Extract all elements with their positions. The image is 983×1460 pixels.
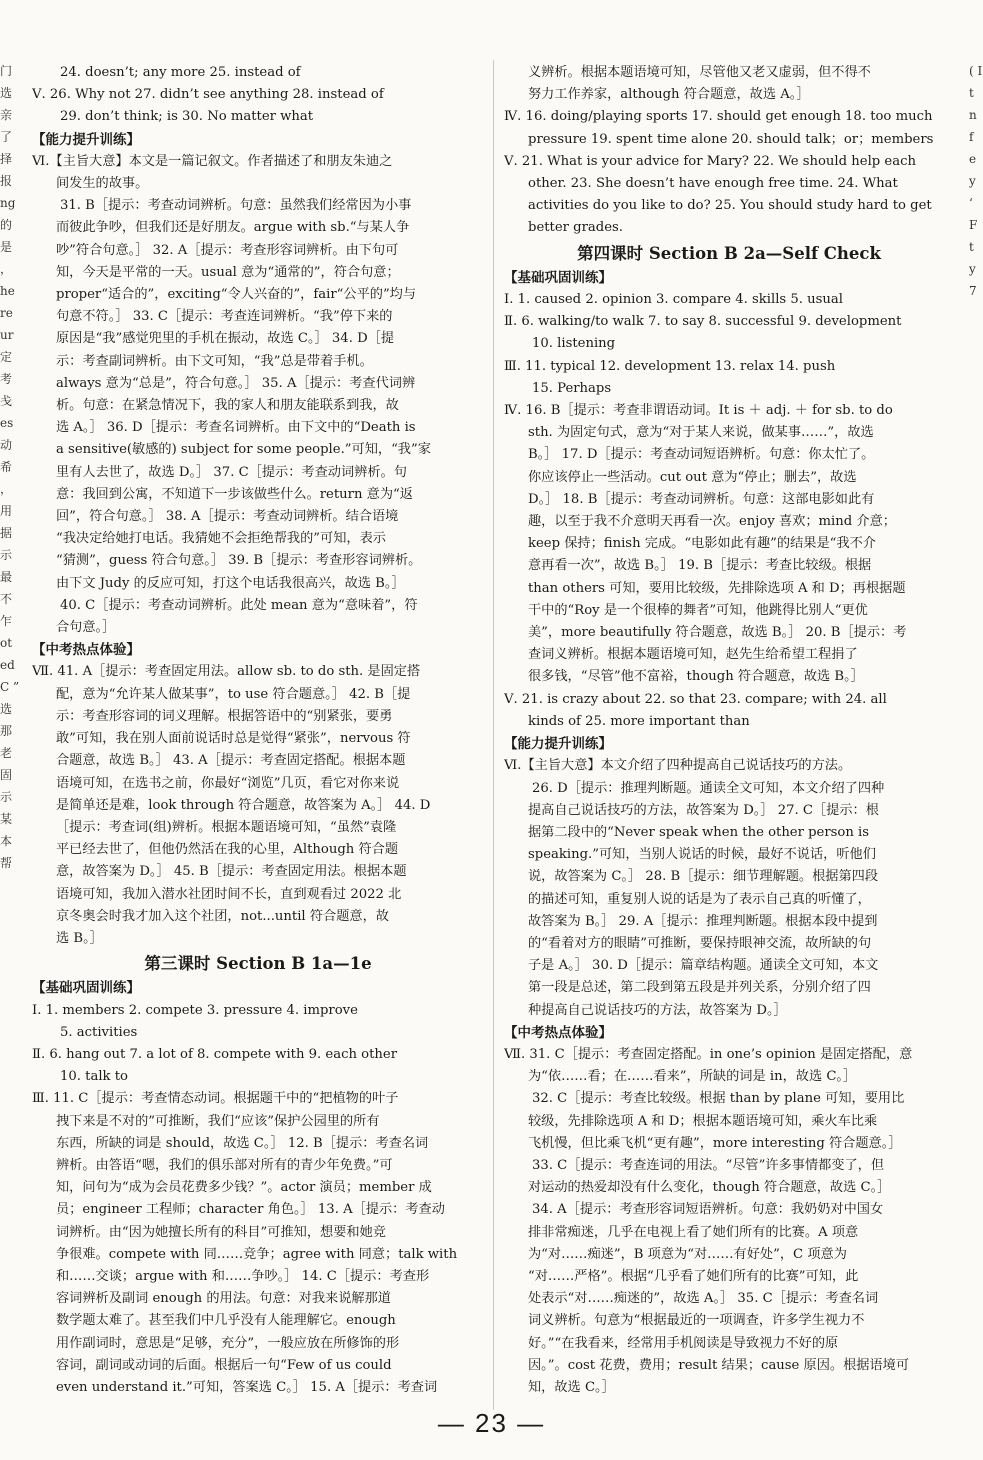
continuation-line: 较级，先排除选项 A 和 D；根据本题语境可知，乘火车比乘 bbox=[528, 1113, 878, 1129]
continuation-line: 选 A。］ 36. D［提示：考查名词辨析。由下文中的“Death is bbox=[56, 420, 416, 436]
left-edge-text: 门 选 亲 了 择 报 ng 的 是 ， he re ur 定 考 戋 es 动 希 ， 用 据 示 最 不 乍 ot ed C ” 选 那 老 固 示 某 本 帮 bbox=[0, 64, 20, 870]
numbered-item-line: Ⅶ. 31. C［提示：考查固定搭配。in one’s opinion 是固定搭配，意 bbox=[504, 1046, 913, 1062]
numbered-item-line: Ⅳ. 16. doing/playing sports 17. should get enough 18. too much bbox=[504, 109, 933, 125]
continuation-line: even understand it.”可知，答案选 C。］ 15. A［提示：考查词 bbox=[56, 1379, 438, 1395]
numbered-item-line: Ⅴ. 21. What is your advice for Mary? 22. We should help each bbox=[504, 153, 916, 169]
continuation-line: 为“依……看；在……看来”，所缺的词是 in，故选 C。］ bbox=[528, 1069, 857, 1085]
continuation-line: kinds of 25. more important than bbox=[528, 713, 750, 729]
numbered-item-line: Ⅵ.【主旨大意】本文介绍了四种提高自己说话技巧的方法。 bbox=[504, 758, 852, 774]
section-heading: 【基础巩固训练】 bbox=[32, 980, 140, 997]
numbered-item-line: Ⅱ. 6. hang out 7. a lot of 8. compete with 9. each other bbox=[32, 1046, 398, 1062]
continuation-line: 查词义辨析。根据本题语境可知，赵先生给希望工程捐了 bbox=[528, 647, 858, 663]
continuation-line: 好。”“在我看来，经常用手机阅读是导致视力不好的原 bbox=[528, 1335, 839, 1351]
numbered-item-line: Ⅴ. 21. is crazy about 22. so that 23. compare; with 24. all bbox=[504, 691, 887, 707]
continuation-line: 京冬奥会时我才加入这个社团，not...until 符合题意，故 bbox=[56, 908, 389, 924]
continuation-line: 意再看一次”，故选 B。］ 19. B［提示：考查比较级。根据 bbox=[528, 558, 872, 574]
continuation-line: 意，故答案为 D。］ 45. B［提示：考查固定用法。根据本题 bbox=[56, 864, 407, 880]
numbered-item-line: Ⅳ. 16. B［提示：考查非谓语动词。It is ＋ adj. ＋ for sb. to do bbox=[504, 403, 893, 419]
continuation-line: 而彼此争吵，但我们还是好朋友。argue with sb.“与某人争 bbox=[56, 220, 410, 236]
right-edge-text: ( I t n f e y ‘ F t y 7 bbox=[969, 64, 983, 298]
continuation-line: speaking.”可知，当别人说话的时候，最好不说话，听他们 bbox=[528, 847, 876, 863]
answer-line: 10. listening bbox=[532, 336, 616, 352]
continuation-line: 的“看着对方的眼睛”可推断，要保持眼神交流，故所缺的句 bbox=[528, 935, 872, 951]
continuation-line: 你应该停止一些活动。cut out 意为“停止；删去”，故选 bbox=[528, 469, 857, 485]
continuation-line: 容词，副词或动词的后面。根据后一句“Few of us could bbox=[56, 1357, 392, 1373]
numbered-item-line: Ⅴ. 26. Why not 27. didn’t see anything 28. instead of bbox=[32, 87, 384, 103]
answer-line: 33. C［提示：考查连词的用法。“尽管”许多事情都变了，但 bbox=[532, 1157, 885, 1173]
answer-line: 32. C［提示：考查比较级。根据 than by plane 可知，要用比 bbox=[532, 1091, 905, 1107]
continuation-line: 趣，以至于我不介意明天再看一次。enjoy 喜欢；mind 介意； bbox=[528, 514, 896, 530]
continuation-line: 说，故答案为 C。］ 28. B［提示：细节理解题。根据第四段 bbox=[528, 869, 879, 885]
continuation-line: 回”，符合句意。］ 38. A［提示：考查动词辨析。结合语境 bbox=[56, 509, 399, 525]
continuation-line: 据第二段中的“Never speak when the other person is bbox=[528, 824, 870, 840]
section-heading: 【中考热点体验】 bbox=[32, 642, 140, 659]
answer-line: 24. doesn’t; any more 25. instead of bbox=[60, 65, 301, 80]
continuation-line: 原因是“我”感觉兜里的手机在振动，故选 C。］ 34. D［提 bbox=[56, 331, 395, 347]
continuation-line: 义辨析。根据本题语境可知，尽管他又老又虚弱，但不得不 bbox=[528, 65, 871, 80]
continuation-line: 种提高自己说话技巧的方法，故答案为 D。］ bbox=[528, 1002, 787, 1018]
section-heading: 【中考热点体验】 bbox=[504, 1024, 612, 1041]
continuation-line: 飞机慢，但比乘飞机“更有趣”，more interesting 符合题意。］ bbox=[528, 1135, 902, 1151]
continuation-line: 合题意，故选 B。］ 43. A［提示：考查固定搭配。根据本题 bbox=[56, 753, 406, 769]
continuation-line: 为“对……痴迷”，B 项意为“对……有好处”，C 项意为 bbox=[528, 1246, 847, 1262]
answer-line: 31. B［提示：考查动词辨析。句意：虽然我们经常因为小事 bbox=[60, 198, 412, 214]
numbered-item-line: Ⅱ. 6. walking/to walk 7. to say 8. successful 9. development bbox=[504, 314, 902, 330]
continuation-line: 间发生的故事。 bbox=[56, 176, 149, 192]
continuation-line: keep 保持；finish 完成。“电影如此有趣”的结果是“我不介 bbox=[528, 536, 876, 552]
continuation-line: 析。句意：在紧急情况下，我的家人和朋友能联系到我，故 bbox=[56, 398, 399, 414]
answer-line: 26. D［提示：推理判断题。通读全文可知，本文介绍了四种 bbox=[532, 780, 885, 796]
continuation-line: D。］ 18. B［提示：考查动词辨析。句意：这部电影如此有 bbox=[528, 491, 875, 507]
continuation-line: 努力工作养家，although 符合题意，故选 A。］ bbox=[528, 87, 810, 103]
section-heading: 【能力提升训练】 bbox=[32, 131, 140, 148]
continuation-line: 合句意。］ bbox=[56, 620, 116, 636]
continuation-line: 由下文 Judy 的反应可知，打这个电话我很高兴，故选 B。］ bbox=[56, 575, 405, 591]
numbered-item-line: Ⅰ. 1. members 2. compete 3. pressure 4. improve bbox=[32, 1002, 358, 1018]
continuation-line: 敢”可知，我在别人面前说话时总是觉得“紧张”，nervous 符 bbox=[56, 731, 411, 747]
continuation-line: 知，问句为“成为会员花费多少钱？”。actor 演员；member 成 bbox=[56, 1180, 432, 1196]
continuation-line: 员；engineer 工程师；character 角色。］ 13. A［提示：考查动 bbox=[56, 1202, 445, 1218]
continuation-line: 词辨析。由“因为她擅长所有的科目”可推知，想要和她竞 bbox=[56, 1224, 386, 1240]
continuation-line: better grades. bbox=[528, 220, 623, 236]
continuation-line: 平已经去世了，但他仍然活在我的心里，Although 符合题 bbox=[56, 842, 399, 858]
continuation-line: 句意不符。］ 33. C［提示：考查连词辨析。“我”停下来的 bbox=[56, 309, 393, 325]
answer-line: 5. activities bbox=[60, 1024, 138, 1040]
continuation-line: 知，今天是平常的一天。usual 意为“通常的”，符合句意； bbox=[56, 264, 400, 280]
continuation-line: 第一段是总述，第二段到第五段是并列关系，分别介绍了四 bbox=[528, 980, 871, 996]
continuation-line: 处表示“对……痴迷的”，故选 A。］ 35. C［提示：考查名词 bbox=[528, 1291, 879, 1307]
column-divider bbox=[493, 60, 494, 1410]
continuation-line: 配，意为“允许某人做某事”，to use 符合题意。］ 42. B［提 bbox=[56, 686, 411, 702]
continuation-line: 子是 A。］ 30. D［提示：篇章结构题。通读全文可知，本文 bbox=[528, 958, 879, 974]
continuation-line: 故答案为 B。］ 29. A［提示：推理判断题。根据本段中提到 bbox=[528, 913, 878, 929]
numbered-item-line: Ⅵ.【主旨大意】本文是一篇记叙文。作者描述了和朋友朱迪之 bbox=[32, 153, 393, 169]
continuation-line: “我决定给她打电话。我猜她不会拒绝帮我的”可知，表示 bbox=[56, 531, 386, 547]
numbered-item-line: Ⅰ. 1. caused 2. opinion 3. compare 4. skills 5. usual bbox=[504, 292, 843, 308]
continuation-line: 语境可知，在选书之前，你最好“浏览”几页，看它对你来说 bbox=[56, 775, 400, 791]
continuation-line: 排非常痴迷，几乎在电视上看了她们所有的比赛。A 项意 bbox=[528, 1224, 859, 1240]
continuation-line: “猜测”，guess 符合句意。］ 39. B［提示：考查形容词辨析。 bbox=[56, 553, 422, 569]
continuation-line: ［提示：考查词(组)辨析。根据本题语境可知，“虽然”袁隆 bbox=[56, 819, 397, 835]
answer-line: 29. don’t think; is 30. No matter what bbox=[60, 109, 314, 125]
continuation-line: proper“适合的”，exciting“令人兴奋的”，fair“公平的”均与 bbox=[56, 287, 417, 303]
section-heading: 【能力提升训练】 bbox=[504, 736, 612, 753]
continuation-line: 意：我回到公寓，不知道下一步该做些什么。return 意为“返 bbox=[56, 486, 413, 502]
continuation-line: 用作副词时，意思是“足够，充分”，一般应放在所修饰的形 bbox=[56, 1335, 400, 1351]
continuation-line: 拽下来是不对的”可推断，我们“应该”保护公园里的所有 bbox=[56, 1113, 380, 1129]
continuation-line: pressure 19. spent time alone 20. should talk；or；members bbox=[528, 131, 934, 147]
continuation-line: “对……严格”。根据“几乎看了她们所有的比赛”可知，此 bbox=[528, 1268, 859, 1284]
continuation-line: 因。”。cost 花费，费用；result 结果；cause 原因。根据语境可 bbox=[528, 1357, 910, 1373]
continuation-line: 很多钱，“尽管”他不富裕，though 符合题意，故选 B。］ bbox=[528, 669, 864, 685]
continuation-line: activities do you like to do? 25. You should study hard to get bbox=[528, 198, 932, 214]
section-heading: 【基础巩固训练】 bbox=[504, 269, 612, 286]
answer-line: 15. Perhaps bbox=[532, 380, 612, 396]
numbered-item-line: Ⅲ. 11. C［提示：考查情态动词。根据题干中的“把植物的叶子 bbox=[32, 1091, 399, 1107]
continuation-line: 干中的“Roy 是一个很棒的舞者”可知，他跳得比别人“更优 bbox=[528, 602, 868, 618]
continuation-line: 是简单还是难，look through 符合题意，故答案为 A。］ 44. D bbox=[56, 797, 431, 813]
continuation-line: 争很难。compete with 同……竞争；agree with 同意；talk with bbox=[56, 1246, 458, 1262]
continuation-line: 吵”符合句意。］ 32. A［提示：考查形容词辨析。由下句可 bbox=[56, 242, 399, 258]
numbered-item-line: Ⅶ. 41. A［提示：考查固定用法。allow sb. to do sth. 是固定搭 bbox=[32, 664, 421, 680]
continuation-line: 示：考查形容词的词义理解。根据答语中的“别紧张，要勇 bbox=[56, 708, 393, 724]
lesson-title: 第四课时 Section B 2a—Self Check bbox=[577, 243, 881, 263]
continuation-line: 东西，所缺的词是 should，故选 C。］ 12. B［提示：考查名词 bbox=[56, 1135, 429, 1151]
continuation-line: than others 可知，要用比较级，先排除选项 A 和 D；再根据题 bbox=[528, 580, 906, 596]
lesson-title: 第三课时 Section B 1a—1e bbox=[144, 954, 372, 974]
continuation-line: 词义辨析。句意为“根据最近的一项调查，许多学生视力不 bbox=[528, 1313, 865, 1329]
continuation-line: 和……交谈；argue with 和……争吵。］ 14. C［提示：考查形 bbox=[56, 1268, 430, 1284]
answer-line: 34. A［提示：考查形容词短语辨析。句意：我奶奶对中国女 bbox=[532, 1202, 884, 1218]
continuation-line: 知，故选 C。］ bbox=[528, 1379, 615, 1395]
continuation-line: 的描述可知，重复别人说的话是为了表示自己真的听懂了， bbox=[528, 891, 871, 907]
continuation-line: 里有人去世了，故选 D。］ 37. C［提示：考查动词辨析。句 bbox=[56, 464, 407, 480]
left-column bbox=[32, 62, 484, 1412]
continuation-line: 辨析。由答语“嗯，我们的俱乐部对所有的青少年免费。”可 bbox=[56, 1157, 393, 1173]
page-number: — 23 — bbox=[437, 1408, 546, 1438]
continuation-line: 提高自己说话技巧的方法，故答案为 D。］ 27. C［提示：根 bbox=[528, 802, 879, 818]
continuation-line: 数学题太难了。甚至我们中几乎没有人能理解它。enough bbox=[56, 1313, 396, 1329]
continuation-line: 示：考查副词辨析。由下文可知，“我”总是带着手机。 bbox=[56, 353, 373, 369]
continuation-line: other. 23. She doesn’t have enough free time. 24. What bbox=[528, 176, 898, 192]
continuation-line: 语境可知，我加入潜水社团时间不长，直到观看过 2022 北 bbox=[56, 886, 402, 902]
continuation-line: 容词辨析及副词 enough 的用法。句意：对我来说解那道 bbox=[56, 1291, 391, 1307]
continuation-line: 美”，more beautifully 符合题意，故选 B。］ 20. B［提示：考 bbox=[528, 625, 907, 641]
right-column bbox=[504, 62, 954, 1412]
continuation-line: a sensitive(敏感的) subject for some people.”可知，“我”家 bbox=[56, 442, 431, 458]
continuation-line: B。］ 17. D［提示：考查动词短语辨析。句意：你太忙了。 bbox=[528, 447, 875, 463]
continuation-line: sth. 为固定句式，意为“对于某人来说，做某事……”，故选 bbox=[528, 425, 874, 441]
continuation-line: 对运动的热爱却没有什么变化，though 符合题意，故选 C。］ bbox=[528, 1180, 891, 1196]
continuation-line: always 意为“总是”，符合句意。］ 35. A［提示：考查代词辨 bbox=[56, 375, 416, 391]
answer-line: 40. C［提示：考查动词辨析。此处 mean 意为“意味着”，符 bbox=[60, 597, 418, 613]
answer-line: 10. talk to bbox=[60, 1069, 128, 1085]
continuation-line: 选 B。］ bbox=[56, 930, 103, 946]
numbered-item-line: Ⅲ. 11. typical 12. development 13. relax 14. push bbox=[504, 358, 836, 374]
